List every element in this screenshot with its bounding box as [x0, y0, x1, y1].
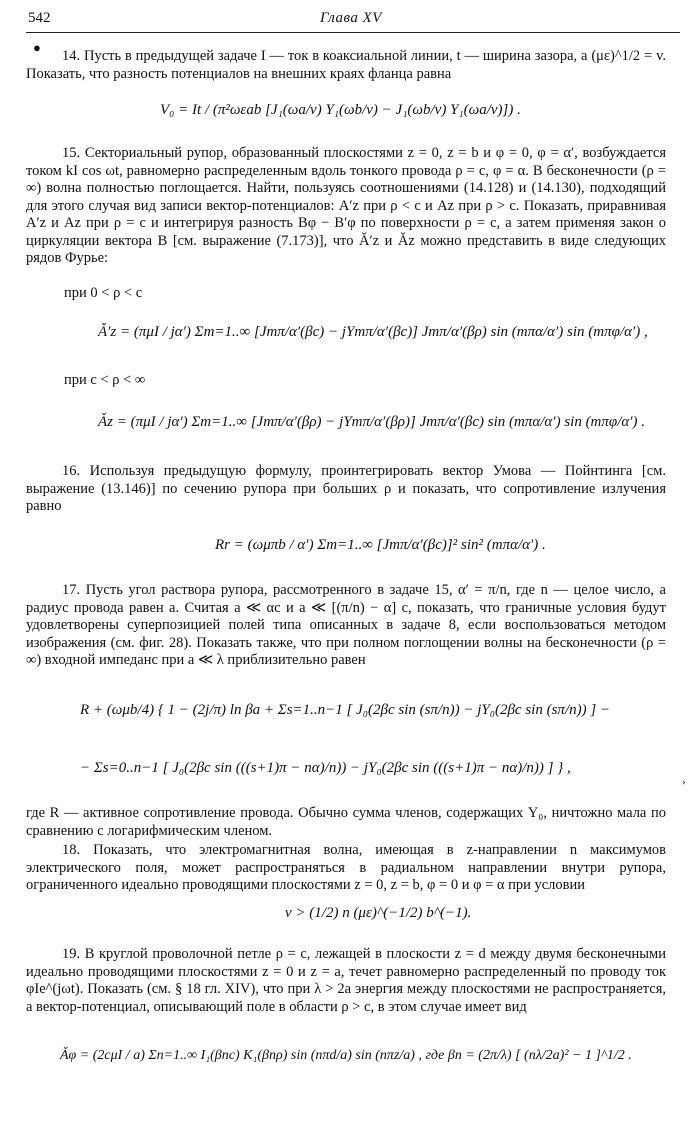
problem-18-equation: ν > (1/2) n (με)^(−1/2) b^(−1).: [285, 905, 472, 921]
problem-17-equation-line-2: − Σs=0..n−1 [ J₀(2βc sin (((s+1)π − nα)/n)) − jY₀(2βc sin (((s+1)π − nα)/n)) ] } ,: [80, 760, 571, 776]
problem-15-condition-b: при c < ρ < ∞: [64, 372, 146, 388]
page-number: 542: [28, 10, 51, 26]
problem-19-equation: Ǎφ = (2cμI / a) Σn=1..∞ I₁(βnc) K₁(βnρ) sin (nπd/a) sin (nπz/a) , где βn = (2π/λ) [ (nλ/2a)² − 1 ]^1/2 .: [60, 1048, 632, 1063]
problem-16-text: 16. Используя предыдущую формулу, проинтегрировать вектор Умова — Пойнтинга [см. выражение (13.146)] по сечению рупора при больших ρ и показать, что сопротивление излучения равно: [26, 463, 666, 514]
problem-15-text: 15. Секториальный рупор, образованный плоскостями z = 0, z = b и φ = 0, φ = α′, возбуждается током kI cos ωt, равномерно распределенным вдоль тонкого провода ρ = c, φ = α. В бесконечности (ρ = ∞) волна полностью поглощается. Найти, пользуясь соотношениями (14.128) и (14.130), подходящий для этого случая вид записи вектор-потенциалов: A′z при ρ < c и Az при ρ > c. Показать, приравнивая A′z и Az при ρ = c и интегрируя разность Bφ − B′φ по поверхности ρ = c, а затем применяя закон о циркуляции вектора B [см. выражение (7.173)], что Ǎ′z и Ǎz можно представить в виде следующих рядов Фурье:: [26, 145, 666, 266]
problem-17-tail-text: где R — активное сопротивление провода. Обычно сумма членов, содержащих Y₀, ничтожно мала по сравнению с логарифмическим членом.: [26, 805, 666, 839]
problem-18-text: 18. Показать, что электромагнитная волна, имеющая в z-направлении n максимумов электрического поля, может распространяться в радиальном направлении внутри рупора, ограниченного идеально проводящими плоскостями z = 0, z = b, φ = 0 и φ = α при условии: [26, 842, 666, 893]
problem-17-equation-line-1: R + (ωμb/4) { 1 − (2j/π) ln βa + Σs=1..n−1 [ J₀(2βc sin (sπ/n)) − jY₀(2βc sin (sπ/n)) ] −: [80, 702, 611, 718]
problem-19-text: 19. В круглой проволочной петле ρ = c, лежащей в плоскости z = d между двумя бесконечными идеально проводящими плоскостями z = 0 и z = a, течет равномерно распределенный по проводу ток φIe^(jωt). Показать (см. § 18 гл. XIV), что при λ > 2a энергия между плоскостями не распространяется, а вектор-потенциал, описывающий поле в области ρ > c, в этом случае имеет вид: [26, 946, 666, 1015]
chapter-title: Глава XV: [320, 10, 382, 26]
problem-15-condition-a: при 0 < ρ < c: [64, 285, 143, 301]
problem-17-text: 17. Пусть угол раствора рупора, рассмотренного в задаче 15, α′ = π/n, где n — целое число, а радиус провода равен a. Считая a ≪ αc и a ≪ [(π/n) − α] c, показать, что граничные условия будут удовлетворены суперпозицией полей типа описанных в задаче 8, если воспользоваться методом изображения (см. фиг. 28). Показать также, что при полном поглощении волны на бесконечности (ρ = ∞) входной импеданс при a ≪ λ приблизительно равен: [26, 582, 666, 668]
problem-16-equation: Rr = (ωμπb / α′) Σm=1..∞ [Jmπ/α′(βc)]² sin² (mπα/α′) .: [215, 537, 546, 553]
header-rule: [26, 32, 680, 33]
margin-mark-icon: ●: [33, 40, 41, 55]
problem-15-equation-b: Ǎz = (πμI / jα′) Σm=1..∞ [Jmπ/α′(βρ) − jYmπ/α′(βρ)] Jmπ/α′(βc) sin (mπα/α′) sin (mπφ/α′) .: [98, 414, 646, 430]
problem-14-text: 14. Пусть в предыдущей задаче I — ток в коаксиальной линии, t — ширина зазора, а (με)^1/2 = v. Показать, что разность потенциалов на внешних краях фланца равна: [26, 48, 666, 82]
problem-14-equation: V₀ = It / (π²ωεab [J₁(ωa/v) Y₁(ωb/v) − J₁(ωb/v) Y₁(ωa/v)]) .: [160, 102, 521, 118]
problem-15-equation-a: Ǎ′z = (πμI / jα′) Σm=1..∞ [Jmπ/α′(βc) − jYmπ/α′(βc)] Jmπ/α′(βρ) sin (mπα/α′) sin (mπφ/α′) ,: [98, 324, 648, 340]
margin-mark-icon: ›: [682, 776, 686, 788]
